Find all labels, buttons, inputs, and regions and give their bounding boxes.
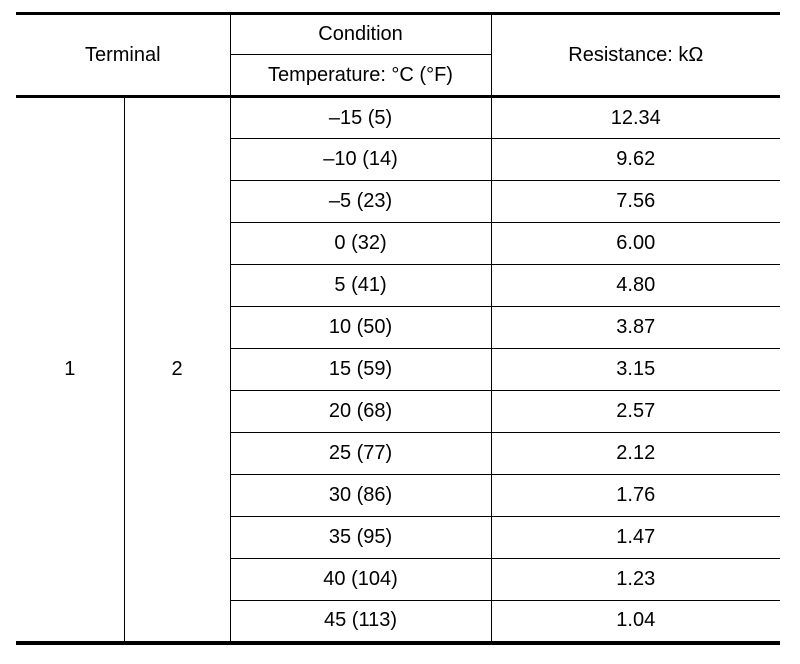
temperature-cell: 5 (41) (230, 265, 491, 307)
table-body (16, 97, 780, 643)
terminal-a-cell: 1 (16, 97, 124, 643)
temperature-cell: 35 (95) (230, 517, 491, 559)
temperature-cell: –15 (5) (230, 97, 491, 139)
temperature-cell: 15 (59) (230, 349, 491, 391)
resistance-table (16, 12, 780, 645)
resistance-table-container (16, 12, 780, 645)
resistance-cell: 2.57 (491, 391, 780, 433)
table-row (16, 97, 780, 139)
header-temperature: Temperature: °C (°F) (230, 55, 491, 97)
temperature-cell: –5 (23) (230, 181, 491, 223)
temperature-cell: 10 (50) (230, 307, 491, 349)
resistance-cell: 12.34 (491, 97, 780, 139)
resistance-cell: 3.87 (491, 307, 780, 349)
resistance-cell: 6.00 (491, 223, 780, 265)
resistance-cell: 1.23 (491, 559, 780, 601)
resistance-cell: 9.62 (491, 139, 780, 181)
header-terminal: Terminal (16, 14, 230, 97)
temperature-cell: 45 (113) (230, 601, 491, 643)
resistance-cell: 3.15 (491, 349, 780, 391)
temperature-cell: 40 (104) (230, 559, 491, 601)
temperature-cell: 0 (32) (230, 223, 491, 265)
temperature-cell: –10 (14) (230, 139, 491, 181)
temperature-cell: 30 (86) (230, 475, 491, 517)
resistance-cell: 1.47 (491, 517, 780, 559)
resistance-cell: 4.80 (491, 265, 780, 307)
resistance-cell: 7.56 (491, 181, 780, 223)
terminal-b-cell: 2 (124, 97, 230, 643)
resistance-cell: 2.12 (491, 433, 780, 475)
resistance-cell: 1.04 (491, 601, 780, 643)
temperature-cell: 20 (68) (230, 391, 491, 433)
resistance-cell: 1.76 (491, 475, 780, 517)
header-condition: Condition (230, 14, 491, 55)
temperature-cell: 25 (77) (230, 433, 491, 475)
header-resistance: Resistance: kΩ (491, 14, 780, 97)
